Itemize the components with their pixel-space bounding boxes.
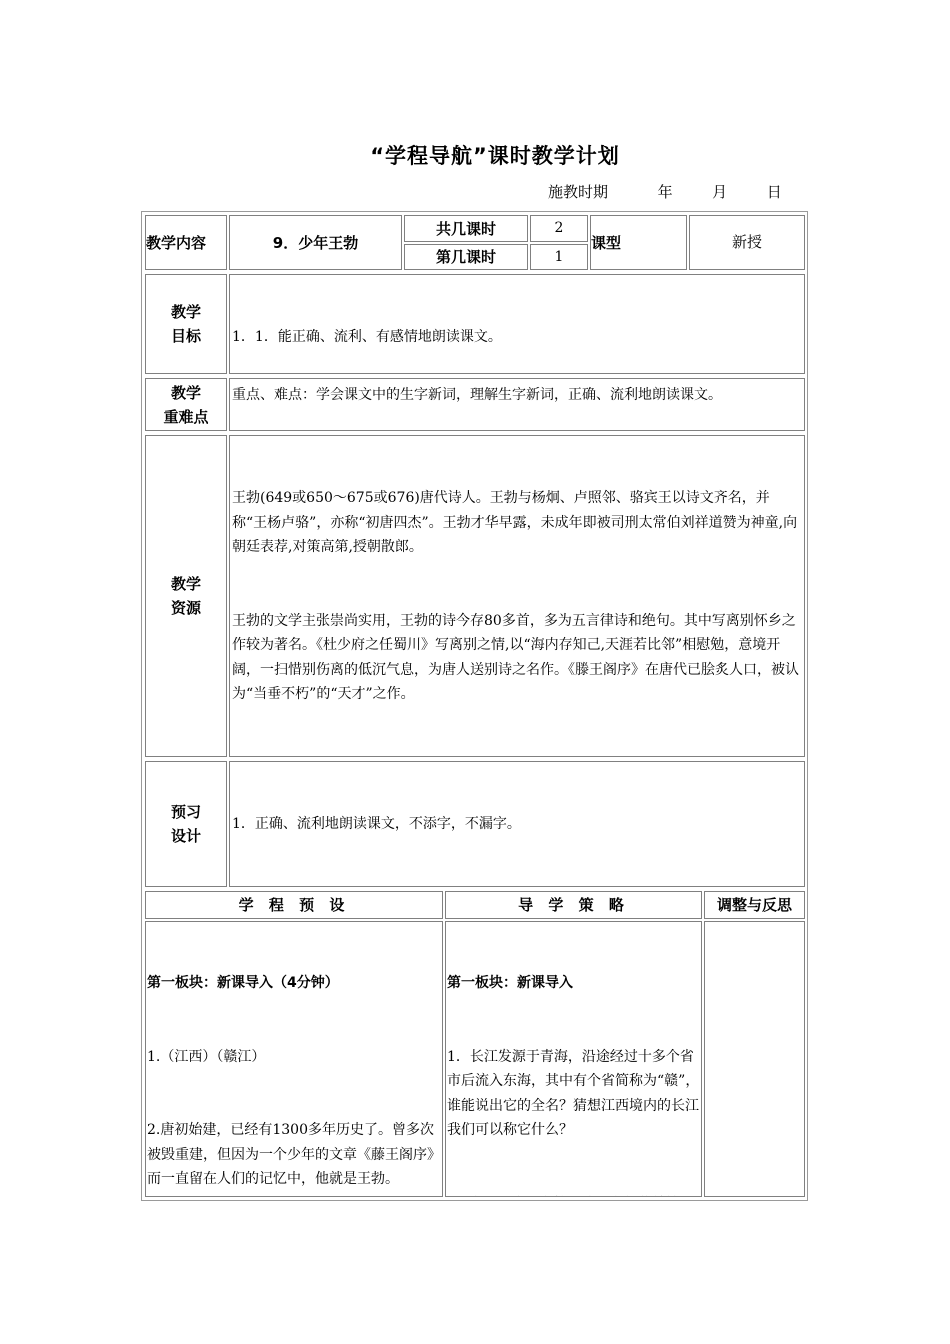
study-plan-content [145, 921, 443, 1197]
guide-strategy-item: 1．长江发源于青海，沿途经过十多个省市后流入东海，其中有个省简称为“赣”，谁能说出它的全名？猜想江西境内的长江我们可以称它什么？ [447, 1048, 700, 1138]
preview-content [229, 761, 805, 887]
guide-strategy-content [445, 921, 702, 1197]
resource-paragraph [232, 756, 804, 758]
reflection-header: 调整与反思 [704, 891, 805, 919]
resources-content [229, 435, 805, 757]
teaching-date-line [548, 181, 782, 202]
preview-item: 1．正确、流利地朗读课文，不添字，不漏字。 [232, 816, 521, 832]
objectives-label: 教学 目标 [145, 274, 227, 374]
total-lessons-value: 2 [530, 215, 588, 242]
resource-paragraph: 王勃的文学主张崇尚实用，王勃的诗今存80多首，多为五言律诗和绝句。其中写离别怀乡之作较为著名。《杜少府之任蜀川》写离别之情,以“海内存知己,天涯若比邻”相慰勉，意境开阔，一扫惜别伤离的低沉气息，为唐人送别诗之名作。《滕王阁序》在唐代已脍炙人口，被认为“当垂不朽”的“天才”之作。 [232, 612, 799, 702]
total-lessons-label: 共几课时 [404, 215, 528, 242]
reflection-content [704, 921, 805, 1197]
objectives-content [229, 274, 805, 374]
guide-strategy-item [447, 1192, 701, 1198]
page-title: “学程导航”课时教学计划 [370, 144, 620, 168]
study-plan-item: 1.（江西）（赣江） [147, 1048, 266, 1065]
guide-strategy-heading: 第一板块：新课导入 [447, 975, 573, 991]
study-plan-heading: 第一板块：新课导入（4分钟） [147, 975, 339, 991]
lesson-type-value: 新授 [689, 215, 805, 270]
resources-label: 教学 资源 [145, 435, 227, 757]
content-label: 教学内容 [145, 215, 227, 270]
study-plan-header: 学 程 预 设 [145, 891, 443, 919]
teaching-date-label: 施教时期 [548, 183, 609, 201]
current-lesson-value: 1 [530, 244, 588, 270]
date-year: 年 [657, 183, 673, 201]
key-points-content: 重点、难点：学会课文中的生字新词，理解生字新词，正确、流利地朗读课文。 [229, 378, 805, 431]
preview-item [232, 886, 804, 888]
guide-strategy-header: 导 学 策 略 [445, 891, 702, 919]
objective-item: 1．1．能正确、流利、有感情地朗读课文。 [232, 329, 502, 345]
content-value: 9．少年王勃 [229, 215, 402, 270]
lesson-type-label: 课型 [590, 215, 687, 270]
current-lesson-label: 第几课时 [404, 244, 528, 270]
date-month: 月 [712, 183, 728, 201]
key-points-label: 教学 重难点 [145, 378, 227, 431]
preview-label: 预习 设计 [145, 761, 227, 887]
date-day: 日 [766, 183, 782, 201]
resource-paragraph: 王勃(649或650～675或676)唐代诗人。王勃与杨炯、卢照邻、骆宾王以诗文齐名，并称“王杨卢骆”，亦称“初唐四杰”。王勃才华早露，未成年即被司刑太常伯刘祥道赞为神童,向朝廷表荐,对策高第,授朝散郎。 [232, 490, 798, 555]
study-plan-item: 2.唐初始建，已经有1300多年历史了。曾多次被毁重建，但因为一个少年的文章《藤王阁序》而一直留在人们的记忆中，他就是王勃。 [147, 1122, 441, 1187]
